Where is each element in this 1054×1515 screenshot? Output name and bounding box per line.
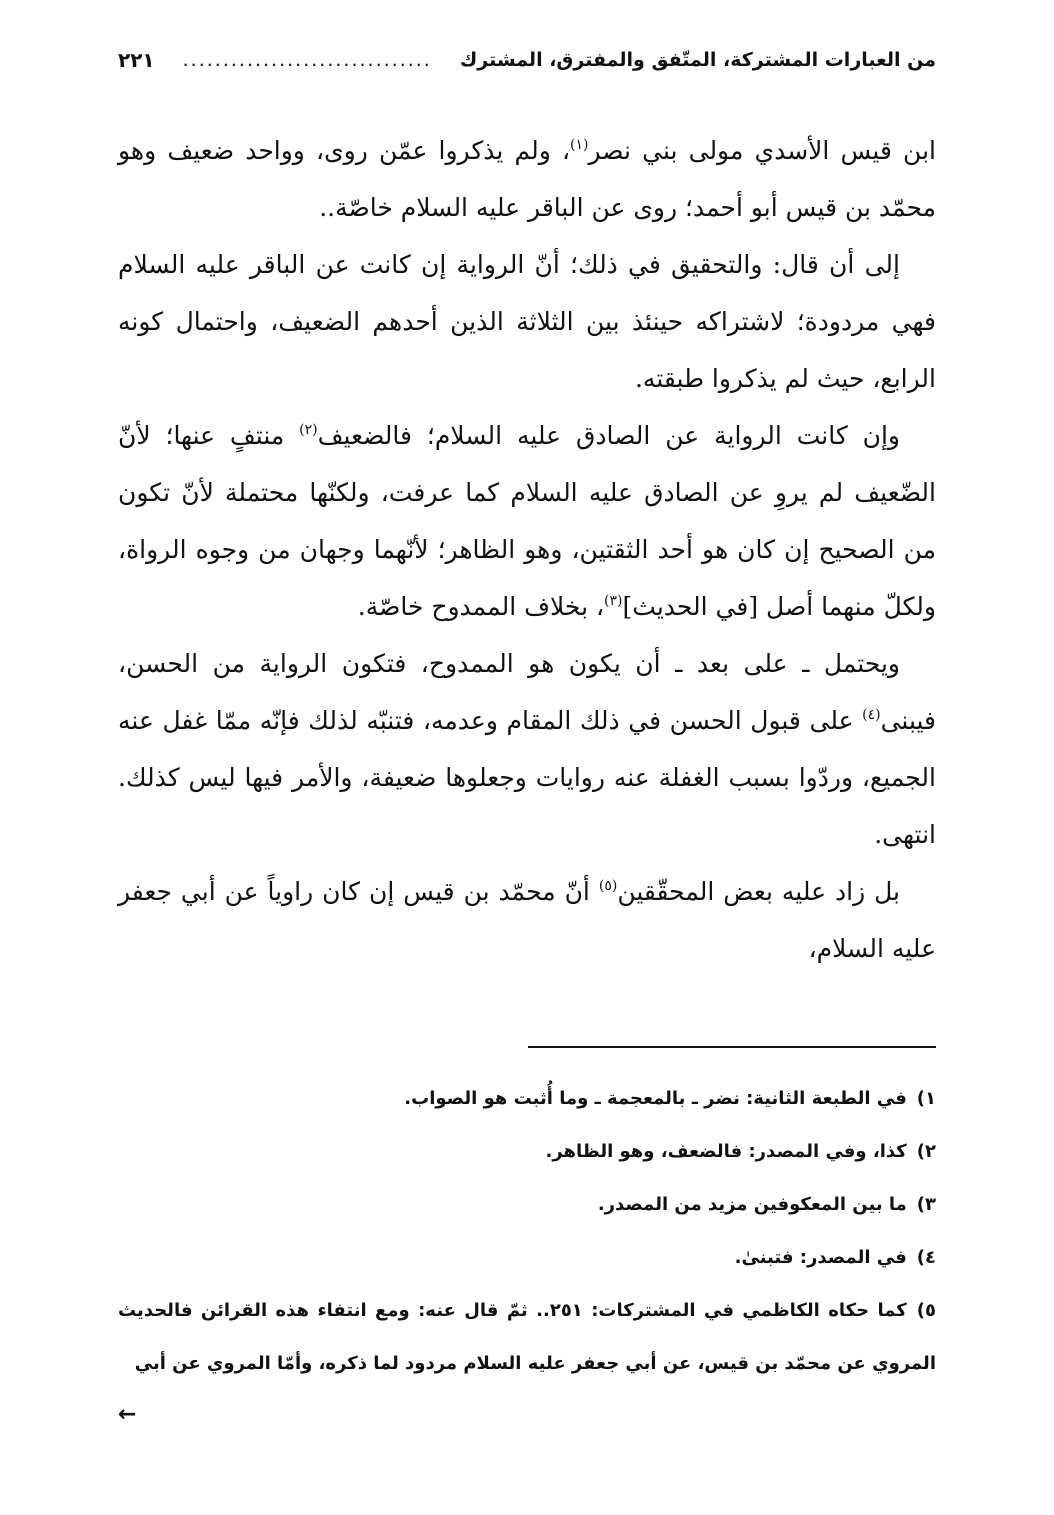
footnote-2: [118, 1125, 936, 1178]
paragraph-3-text-b: منتفٍ عنها؛ لأنّ الضّعيف لم يروِ عن الصادق عليه السلام كما عرفت، ولكنّها محتملة لأنّ تكون من الصحيح إن كان هو أحد الثقتين، وهو الظاهر؛ لأنّهما وجهان من وجوه الرواة، ولكلّ منهما أصل [في الحديث]: [118, 421, 936, 621]
footnote-ref-4: (٤): [862, 707, 881, 723]
footnote-number: ٢): [916, 1141, 936, 1162]
footnote-ref-3: (٣): [604, 593, 623, 609]
header-dot-leader: ...............................: [182, 49, 432, 71]
footnote-text: في الطبعة الثانية: نضر ـ بالمعجمة ـ وما أُثبت هو الصواب.: [404, 1088, 907, 1109]
paragraph-1: [118, 122, 936, 236]
footnote-ref-5: (٥): [598, 878, 618, 894]
footnote-4: [118, 1231, 936, 1284]
paragraph-4-text-a: ويحتمل ـ على بعد ـ أن يكون هو الممدوح، فتكون الرواية من الحسن، فيبنى: [118, 649, 936, 735]
footnote-text: ما بين المعكوفين مزيد من المصدر.: [597, 1194, 907, 1215]
footnote-number: ٣): [916, 1194, 936, 1215]
paragraph-3: [118, 407, 936, 635]
header-title: من العبارات المشتركة، المتّفق والمفترق، المشترك: [459, 49, 936, 71]
footnote-ref-2: (٢): [299, 422, 318, 438]
footnote-number: ١): [916, 1088, 936, 1109]
running-header: [118, 40, 936, 80]
paragraph-5: [118, 863, 936, 977]
footnote-3: [118, 1178, 936, 1231]
paragraph-2: إلى أن قال: والتحقيق في ذلك؛ أنّ الرواية إن كانت عن الباقر عليه السلام فهي مردودة؛ لاشتراكه حينئذ بين الثلاثة الذين أحدهم الضعيف، واحتمال كونه الرابع، حيث لم يذكروا طبقته.: [118, 250, 936, 393]
footnote-text: كما حكاه الكاظمي في المشتركات: ٢٥١.. ثمّ قال عنه: ومع انتفاء هذه القرائن فالحديث المروي عن محمّد بن قيس، عن أبي جعفر عليه السلام مردود لما ذكره، وأمّا المروي عن أبي: [118, 1300, 936, 1374]
footnote-ref-1: (١): [570, 137, 589, 153]
footnote-1: [118, 1072, 936, 1125]
paragraph-5-text-a: بل زاد عليه بعض المحقّقين: [617, 877, 900, 906]
page-number: ٢٢١: [118, 48, 155, 72]
paragraph-1-text-a: ابن قيس الأسدي مولى بني نصر: [588, 136, 936, 165]
footnote-number: ٥): [916, 1300, 936, 1321]
continuation-arrow-icon: ←: [118, 1402, 137, 1427]
paragraph-4-text-b: على قبول الحسن في ذلك المقام وعدمه، فتنبّه لذلك فإنّه ممّا غفل عنه الجميع، وردّوا بسبب الغفلة عنه روايات وجعلوها ضعيفة، والأمر فيها ليس كذلك. انتهى.: [118, 706, 936, 849]
footnotes: [118, 1072, 936, 1390]
paragraph-5-text-b: أنّ محمّد بن قيس إن كان راوياً عن أبي جعفر عليه السلام،: [118, 877, 936, 963]
paragraph-1-text-b: ، ولم يذكروا عمّن روى، وواحد ضعيف وهو: [118, 136, 571, 165]
footnote-text: في المصدر: فتبنىٰ.: [734, 1247, 907, 1268]
footnote-5: [118, 1284, 936, 1390]
footnote-divider: [528, 1046, 936, 1048]
paragraph-4: [118, 635, 936, 863]
footnote-number: ٤): [916, 1247, 936, 1268]
paragraph-1-text-c: محمّد بن قيس أبو أحمد؛ روى عن الباقر عليه السلام خاصّة..: [319, 193, 936, 222]
paragraph-3-text-a: وإن كانت الرواية عن الصادق عليه السلام؛ فالضعيف: [317, 421, 900, 450]
main-text: [118, 122, 936, 977]
paragraph-3-text-c: ، بخلاف الممدوح خاصّة.: [357, 592, 605, 621]
footnote-text: كذا، وفي المصدر: فالضعف، وهو الظاهر.: [545, 1141, 907, 1162]
